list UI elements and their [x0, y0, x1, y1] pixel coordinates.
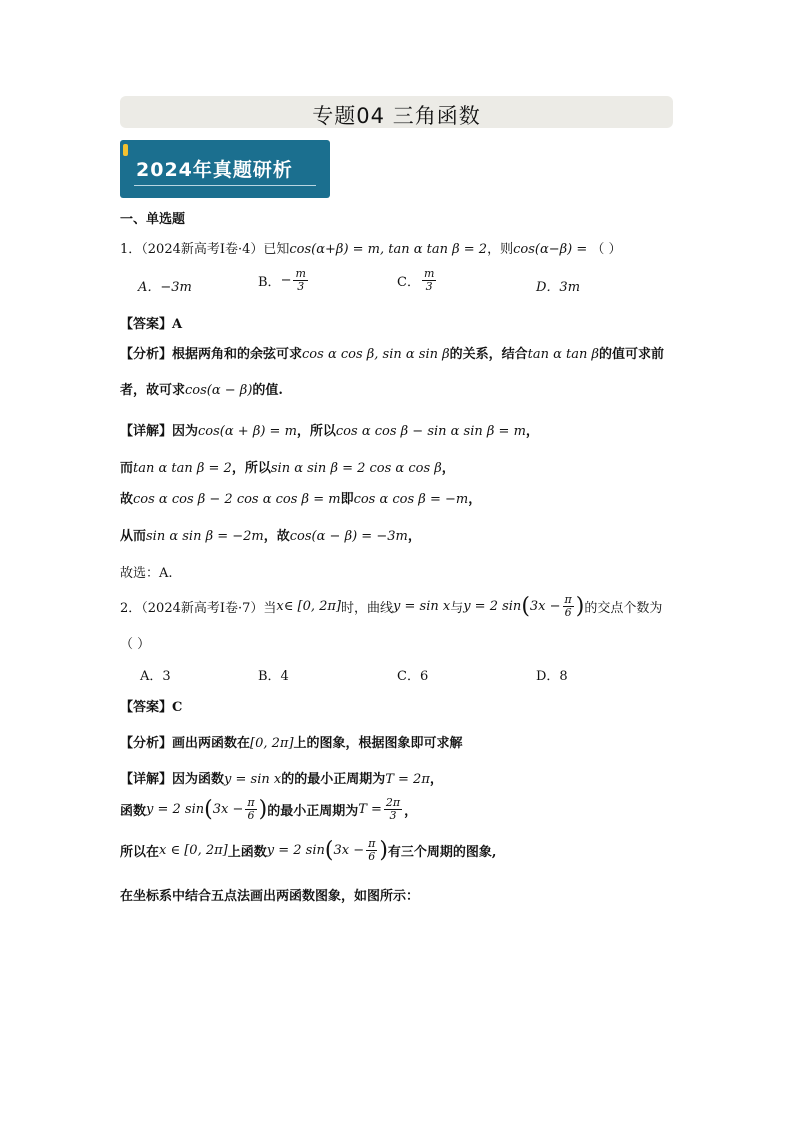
q2-detail-2b: 的最小正周期为	[267, 804, 359, 819]
q1-analysis-text5: 的值.	[252, 383, 283, 398]
q2-detail-2m2: T =	[358, 802, 382, 817]
q2-analysis-math: [0, 2π]	[250, 736, 294, 751]
banner-underline	[134, 185, 316, 186]
q2-detail-1b: 的的最小正周期为	[281, 772, 386, 787]
q1-option-c	[397, 268, 438, 293]
q1-detail-2m: tan α tan β = 2	[133, 461, 232, 476]
q1-detail-line2	[120, 457, 455, 476]
q1-option-c-label: C．	[397, 275, 420, 290]
q2-stem-mid1: 时，曲线	[341, 601, 394, 616]
q2-option-a: A．3	[140, 669, 171, 684]
q1-detail-2b: ，所以	[231, 461, 271, 476]
q2-stem-paren-open: (	[521, 594, 530, 619]
q1-option-c-fraction	[422, 268, 436, 293]
q1-analysis-math2: tan α tan β	[527, 347, 600, 362]
q2-detail-2-period-num: 2π	[385, 796, 401, 809]
q1-detail-4a: 从而	[120, 529, 147, 544]
q1-option-c-num: m	[423, 267, 435, 280]
q2-detail-line4: 在坐标系中结合五点法画出两函数图象，如图所示：	[120, 889, 420, 904]
q1-detail-4m2: cos(α − β) = −3m	[289, 529, 408, 544]
q2-detail-2a: 函数	[120, 804, 147, 819]
q2-stem-math3a: y = 2 sin	[463, 599, 522, 614]
q2-stem-frac-num: π	[564, 593, 572, 606]
q2-detail-2-paren-open: (	[204, 797, 213, 822]
banner-text: 2024年真题研析	[136, 159, 293, 181]
q1-analysis-line1	[120, 343, 664, 362]
q2-detail-3-fraction	[366, 838, 377, 863]
q2-stem	[120, 594, 662, 619]
q2-detail-2-period-fraction	[384, 797, 402, 822]
q2-detail-2m: y = 2 sin	[146, 802, 205, 817]
q2-stem-math2: y = sin x	[393, 599, 451, 614]
q2-stem-suffix: 的交点个数为	[584, 601, 663, 616]
q2-option-c: C．6	[397, 669, 429, 684]
q1-option-b-label: B．	[258, 275, 281, 290]
q2-stem-fraction	[563, 594, 574, 619]
q1-analysis-math3: cos(α − β)	[185, 383, 253, 398]
page-title-bar	[120, 96, 673, 128]
q1-detail-4b: ，故	[263, 529, 290, 544]
q1-option-c-den: 3	[425, 280, 433, 293]
q2-stem-frac-den: 6	[564, 606, 572, 619]
q1-stem-mid: ，则	[487, 242, 514, 257]
q2-detail-2inner: 3x −	[212, 802, 244, 817]
q1-detail-3b: 即	[340, 492, 354, 507]
q1-option-b	[258, 268, 310, 293]
q2-detail-2c: ，	[404, 804, 418, 819]
q2-detail-3inner: 3x −	[333, 843, 365, 858]
q1-conclusion: 故选：A.	[120, 566, 173, 581]
q1-detail-1m: cos(α + β) = m	[198, 424, 297, 439]
q1-detail-3c: ，	[468, 492, 482, 507]
q1-option-b-sign: −	[280, 273, 292, 288]
q1-detail-1c: ，	[525, 424, 539, 439]
q2-detail-line2	[120, 797, 417, 822]
q1-detail-2m2: sin α sin β = 2 cos α cos β	[270, 461, 442, 476]
q2-detail-3m2: y = 2 sin	[266, 843, 325, 858]
section-heading: 一、单选题	[120, 212, 186, 227]
q1-detail-1m2: cos α cos β − sin α sin β = m	[335, 424, 526, 439]
q1-analysis-label: 【分析】	[120, 347, 173, 362]
q2-detail-2-paren-close: )	[258, 797, 268, 822]
q2-option-d: D．8	[536, 669, 568, 684]
q2-detail-3b: 上函数	[227, 845, 267, 860]
q1-analysis-line2	[120, 379, 283, 398]
q2-detail-3c: 有三个周期的图象,	[387, 845, 497, 860]
q2-detail-3-den: 6	[368, 850, 376, 863]
q2-detail-3a: 所以在	[120, 845, 160, 860]
q1-detail-4m: sin α sin β = −2m	[146, 529, 264, 544]
q2-analysis	[120, 732, 463, 751]
q2-stem-mid2: 与	[450, 601, 464, 616]
q2-analysis-text1: 画出两函数在	[172, 736, 251, 751]
q2-detail-1a: 因为函数	[172, 772, 225, 787]
q2-detail-1m2: T = 2π	[385, 772, 430, 787]
q2-detail-label: 【详解】	[120, 772, 173, 787]
page-title: 专题04 三角函数	[312, 104, 481, 128]
q1-detail-1b: ，所以	[296, 424, 336, 439]
q1-detail-3m: cos α cos β − 2 cos α cos β = m	[133, 492, 341, 507]
q2-detail-3-num: π	[368, 837, 376, 850]
q2-detail-2-period-den: 3	[389, 809, 397, 822]
q2-detail-2-den: 6	[247, 809, 255, 822]
q1-detail-line4	[120, 525, 421, 544]
q1-option-a: A．−3m	[138, 280, 192, 295]
q1-option-b-num: m	[295, 267, 306, 280]
q1-detail-3a: 故	[120, 492, 134, 507]
q1-analysis-text2: 的关系，结合	[449, 347, 528, 362]
q2-stem-prefix: 2．（2024新高考Ⅰ卷·7）当	[120, 601, 277, 616]
q1-stem-math: cos(α+β) = m, tan α tan β = 2	[289, 242, 488, 257]
q2-detail-1m: y = sin x	[224, 772, 282, 787]
q2-analysis-label: 【分析】	[120, 736, 173, 751]
q2-detail-3m: x ∈ [0, 2π]	[159, 843, 228, 858]
q1-analysis-math1: cos α cos β, sin α sin β	[302, 347, 450, 362]
q2-analysis-text2: 上的图象，根据图象即可求解	[293, 736, 463, 751]
q1-detail-label: 【详解】	[120, 424, 173, 439]
q1-detail-2c: ，	[441, 461, 455, 476]
q2-detail-3-paren-open: (	[324, 838, 334, 863]
q1-analysis-text4: 者，故可求	[120, 383, 186, 398]
q2-stem-math3b: 3x −	[529, 599, 561, 614]
q1-analysis-text3: 的值可求前	[599, 347, 665, 362]
q1-stem-suffix: （ ）	[591, 242, 622, 257]
q1-option-b-fraction	[293, 268, 307, 293]
q1-detail-4c: ，	[407, 529, 421, 544]
q2-stem-paren-close: )	[575, 594, 585, 619]
q2-answer: 【答案】C	[120, 700, 183, 715]
q2-detail-2-fraction	[245, 797, 256, 822]
q1-stem-math2: cos(α−β) =	[513, 242, 592, 257]
q2-detail-3-paren-close: )	[379, 838, 388, 863]
q2-detail-line1	[120, 768, 443, 787]
q2-stem-math1: x∈ [0, 2π]	[276, 599, 341, 614]
q1-detail-3m2: cos α cos β = −m	[353, 492, 469, 507]
q1-stem-prefix: 1．（2024新高考Ⅰ卷·4）已知	[120, 242, 290, 257]
q2-detail-1c: ，	[429, 772, 443, 787]
q1-analysis-text1: 根据两角和的余弦可求	[172, 347, 303, 362]
q1-detail-2a: 而	[120, 461, 134, 476]
q1-option-b-den: 3	[297, 280, 305, 293]
q1-detail-line1	[120, 420, 539, 439]
q1-detail-line3	[120, 488, 481, 507]
banner-tab-decoration	[123, 144, 128, 156]
q1-stem	[120, 238, 622, 257]
q1-answer: 【答案】A	[120, 317, 183, 332]
section-banner	[120, 140, 330, 198]
q1-option-d: D．3m	[536, 280, 581, 295]
q2-detail-2-num: π	[247, 796, 255, 809]
q2-detail-line3	[120, 838, 496, 863]
q2-stem-line2: （ ）	[120, 637, 151, 652]
q1-detail-1a: 因为	[172, 424, 199, 439]
q2-option-b: B．4	[258, 669, 289, 684]
